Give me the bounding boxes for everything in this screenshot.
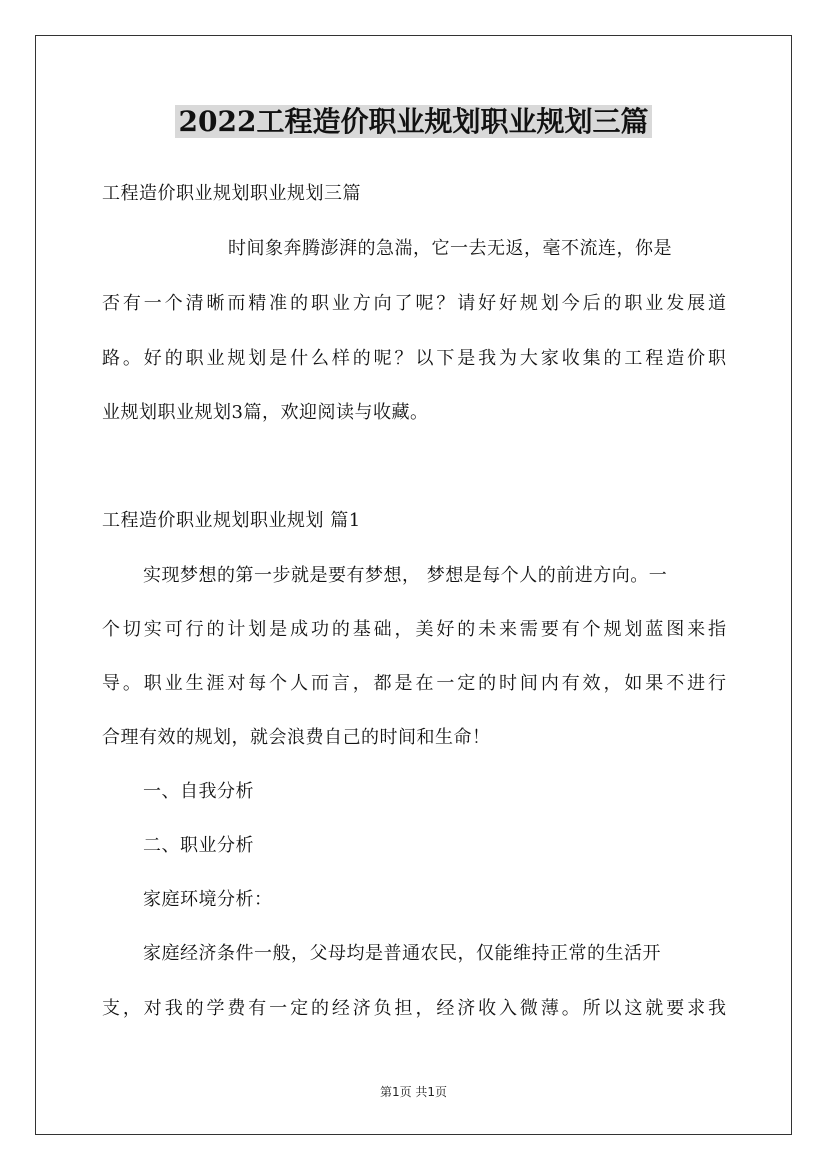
section-heading: 工程造价职业规划职业规划 篇1 bbox=[102, 510, 361, 531]
list-item-career-analysis: 二、职业分析 bbox=[143, 835, 254, 856]
intro-line-1: 时间象奔腾澎湃的急湍，它一去无返，毫不流连，你是 bbox=[228, 238, 672, 259]
list-item-family-analysis: 家庭环境分析： bbox=[143, 889, 273, 910]
para2-line-1: 家庭经济条件一般，父母均是普通农民，仅能维持正常的生活开 bbox=[143, 943, 661, 964]
para2-line-2: 支，对我的学费有一定的经济负担，经济收入微薄。所以这就要求我 bbox=[102, 998, 726, 1019]
para1-line-1: 实现梦想的第一步就是要有梦想， 梦想是每个人的前进方向。一 bbox=[143, 565, 668, 586]
document-subtitle: 工程造价职业规划职业规划三篇 bbox=[102, 183, 361, 204]
list-item-self-analysis: 一、自我分析 bbox=[143, 781, 254, 802]
page-number: 第1页 共1页 bbox=[379, 1085, 448, 1099]
document-title bbox=[0, 100, 827, 144]
intro-line-4: 业规划职业规划3篇，欢迎阅读与收藏。 bbox=[102, 402, 429, 423]
intro-line-2: 否有一个清晰而精准的职业方向了呢？请好好规划今后的职业发展道 bbox=[102, 293, 726, 314]
para1-line-3: 导。职业生涯对每个人而言，都是在一定的时间内有效，如果不进行 bbox=[102, 673, 726, 694]
para1-line-4: 合理有效的规划，就会浪费自己的时间和生命！ bbox=[102, 727, 491, 748]
intro-line-3: 路。好的职业规划是什么样的呢？以下是我为大家收集的工程造价职 bbox=[102, 348, 726, 369]
document-title-text: 2022工程造价职业规划职业规划三篇 bbox=[175, 105, 653, 138]
para1-line-2: 个切实可行的计划是成功的基础，美好的未来需要有个规划蓝图来指 bbox=[102, 619, 726, 640]
